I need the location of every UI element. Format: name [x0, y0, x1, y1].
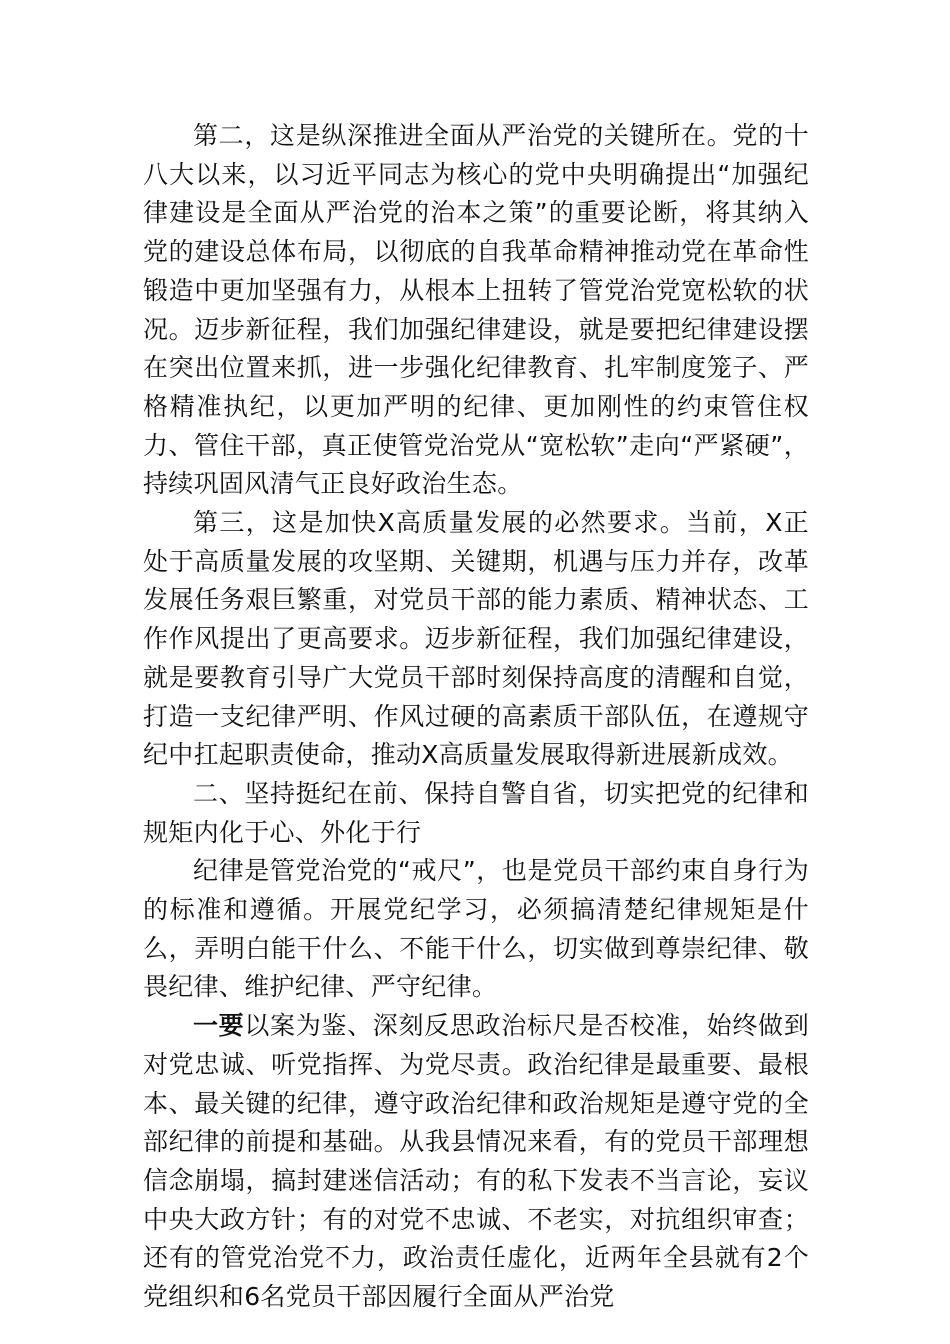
paragraph-discipline-intro: 纪律是管党治党的“戒尺”，也是党员干部约束自身行为的标准和遵循。开展党纪学习，必须搞清楚纪律规矩是什么，弄明白能干什么、不能干什么，切实做到尊崇纪律、敬畏纪律、维护纪律、严守纪律。 — [143, 856, 809, 1002]
paragraph-first-requirement — [143, 1007, 809, 1317]
paragraph-third-point: 第三，这是加快X高质量发展的必然要求。当前，X正处于高质量发展的攻坚期、关键期，机遇与压力并存，改革发展任务艰巨繁重，对党员干部的能力素质、精神状态、工作作风提出了更高要求。迈步新征程，我们加强纪律建设，就是要教育引导广大党员干部时刻保持高度的清醒和自觉，打造一支纪律严明、作风过硬的高素质干部队伍，在遵规守纪中扛起职责使命，推动X高质量发展取得新进展新成效。 — [143, 508, 809, 770]
paragraph-body-text: 以案为鉴、深刻反思政治标尺是否校准，始终做到对党忠诚、听党指挥、为党尽责。政治纪律是最重要、最根本、最关键的纪律，遵守政治纪律和政治规矩是遵守党的全部纪律的前提和基础。从我县情况来看，有的党员干部理想信念崩塌，搞封建迷信活动；有的私下发表不当言论，妄议中央大政方针；有的对党不忠诚、不老实，对抗组织审查；还有的管党治党不力，政治责任虚化，近两年全县就有2个党组织和6名党员干部因履行全面从严治党 — [143, 1011, 809, 1312]
document-body — [143, 117, 809, 1317]
section-heading-two: 二、坚持挺纪在前、保持自警自省，切实把党的纪律和规矩内化于心、外化于行 — [143, 778, 809, 847]
bold-lead-text: 一要 — [193, 1011, 245, 1041]
paragraph-second-point: 第二，这是纵深推进全面从严治党的关键所在。党的十八大以来，以习近平同志为核心的党中央明确提出“加强纪律建设是全面从严治党的治本之策”的重要论断，将其纳入党的建设总体布局，以彻底的自我革命精神推动党在革命性锻造中更加坚强有力，从根本上扭转了管党治党宽松软的状况。迈步新征程，我们加强纪律建设，就是要把纪律建设摆在突出位置来抓，进一步强化纪律教育、扎牢制度笼子、严格精准执纪，以更加严明的纪律、更加刚性的约束管住权力、管住干部，真正使管党治党从“宽松软”走向“严紧硬”，持续巩固风清气正良好政治生态。 — [143, 121, 809, 499]
